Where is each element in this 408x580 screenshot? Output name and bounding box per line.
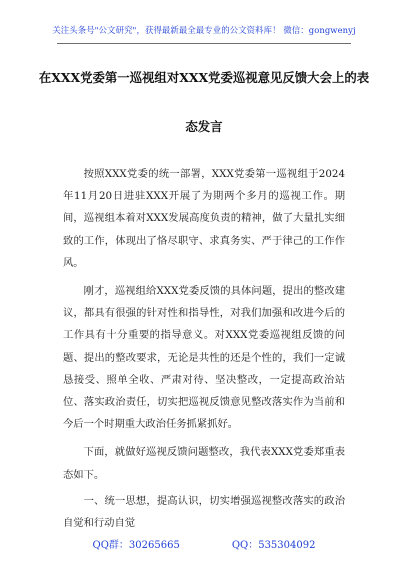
body-paragraph-4: 一、统一思想，提高认识，切实增强巡视整改落实的政治自觉和行动自觉 [63, 494, 345, 530]
body-paragraph-3: 下面，就做好巡视反馈问题整改，我代表XXX党委郑重表态如下。 [63, 446, 345, 481]
document-title-line-2: 态发言 [185, 119, 223, 134]
document-body [63, 163, 345, 534]
body-paragraph-2: 刚才，巡视组给XXX党委反馈的具体问题，提出的整改建议，都具有很强的针对性和指导性，对我们加强和改进今后的工作具有十分重要的指导意义。对XXX党委巡视组反馈的问题、提出的整改要求，无论是共性的还是个性的，我们一定诚恳接受、照单全收、严肃对待、坚决整改，一定提高政治站位、落实政治责任，切实把巡视反馈意见整改落实作为当前和今后一个时期重大政治任务抓紧抓好。 [63, 285, 345, 431]
footer-qq-group: QQ群：30265665 [92, 540, 180, 551]
header-divider [57, 43, 351, 44]
footer-qq-number: QQ：535304092 [231, 540, 316, 551]
header-banner: 关注头条号"公文研究"，获得最新最全最专业的公文资料库！ 微信：gongwenyj [52, 25, 356, 35]
footer-contact [0, 536, 408, 551]
body-paragraph-1: 按照XXX党委的统一部署，XXX党委第一巡视组于2024年11月20日进驻XXX开展了为期两个多月的巡视工作。期间，巡视组本着对XXX发展高度负责的精神，做了大量扎实细致的工作，体现出了恪尽职守、求真务实、严于律己的工作作风。 [63, 168, 345, 269]
document-title-line-1: 在XXX党委第一巡视组对XXX党委巡视意见反馈大会上的表 [38, 70, 370, 85]
